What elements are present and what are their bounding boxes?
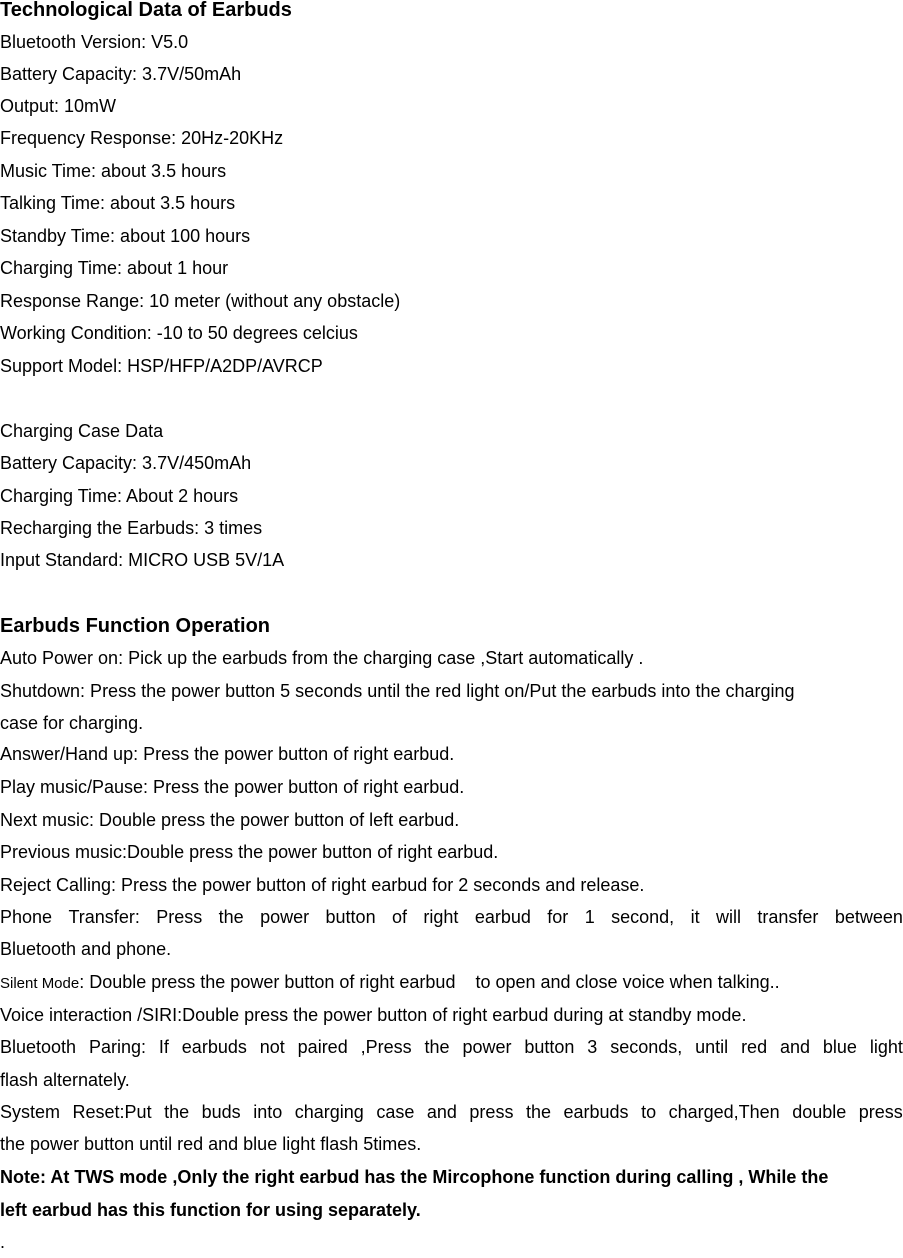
tech-line: Standby Time: about 100 hours	[0, 226, 251, 246]
word: and	[426, 1102, 457, 1122]
tech-line: Talking Time: about 3.5 hours	[0, 193, 236, 213]
word: until	[695, 1037, 729, 1057]
word: light	[869, 1037, 903, 1057]
word: it	[690, 907, 700, 927]
word: buds	[201, 1102, 241, 1122]
word: 1	[584, 907, 595, 927]
tech-line: Bluetooth Version: V5.0	[0, 32, 189, 52]
word: for	[547, 907, 569, 927]
word: the	[424, 1037, 450, 1057]
ops-play: Play music/Pause: Press the power button of right earbud.	[0, 777, 465, 797]
word: and	[779, 1037, 811, 1057]
case-heading: Charging Case Data	[0, 421, 164, 441]
ops-reset-line2: the power button until red and blue light flash 5times.	[0, 1134, 422, 1154]
ops-answer: Answer/Hand up: Press the power button of right earbud.	[0, 744, 455, 764]
word: case	[376, 1102, 415, 1122]
word: System	[0, 1102, 61, 1122]
word: Phone	[0, 907, 53, 927]
word: between	[834, 907, 903, 927]
word: to	[641, 1102, 657, 1122]
tech-line: Battery Capacity: 3.7V/50mAh	[0, 64, 242, 84]
tech-line: Support Model: HSP/HFP/A2DP/AVRCP	[0, 356, 323, 376]
tech-line: Frequency Response: 20Hz-20KHz	[0, 128, 284, 148]
word: second,	[611, 907, 675, 927]
ops-heading: Earbuds Function Operation	[0, 615, 271, 637]
tech-line: Charging Time: about 1 hour	[0, 258, 229, 278]
ops-auto-power: Auto Power on: Pick up the earbuds from the charging case ,Start automatically .	[0, 648, 644, 668]
ops-voice: Voice interaction /SIRI:Double press the power button of right earbud during at standby mode.	[0, 1005, 747, 1025]
ops-previous: Previous music:Double press the power button of right earbud.	[0, 842, 499, 862]
ops-transfer-line1	[0, 901, 903, 933]
word: button	[524, 1037, 575, 1057]
tech-line: Working Condition: -10 to 50 degrees celcius	[0, 323, 358, 343]
word: earbuds	[181, 1037, 247, 1057]
word: of	[391, 907, 407, 927]
ops-note-line2: left earbud has this function for using separately.	[0, 1200, 421, 1220]
word: charged,Then	[668, 1102, 780, 1122]
ops-next: Next music: Double press the power button of left earbud.	[0, 810, 460, 830]
word: into	[253, 1102, 283, 1122]
word: Paring:	[88, 1037, 146, 1057]
ops-reject: Reject Calling: Press the power button of right earbud for 2 seconds and release.	[0, 875, 645, 895]
word: paired	[297, 1037, 348, 1057]
case-line: Battery Capacity: 3.7V/450mAh	[0, 453, 252, 473]
ops-note-line1: Note: At TWS mode ,Only the right earbud has the Mircophone function during calling , While the	[0, 1167, 829, 1187]
word: press	[858, 1102, 903, 1122]
word: blue	[822, 1037, 857, 1057]
word: Transfer:	[68, 907, 140, 927]
word: charging	[294, 1102, 364, 1122]
word: transfer	[757, 907, 819, 927]
word: If	[158, 1037, 169, 1057]
trailing-dot: .	[0, 1232, 6, 1252]
ops-shutdown-line2: case for charging.	[0, 713, 144, 733]
tech-line: Output: 10mW	[0, 96, 117, 116]
tech-line: Music Time: about 3.5 hours	[0, 161, 227, 181]
word: Press	[156, 907, 203, 927]
word: the	[164, 1102, 190, 1122]
ops-paring-line2: flash alternately.	[0, 1070, 130, 1090]
case-line: Recharging the Earbuds: 3 times	[0, 518, 263, 538]
word: the	[525, 1102, 551, 1122]
word: power	[260, 907, 310, 927]
word: ,Press	[360, 1037, 412, 1057]
word: not	[259, 1037, 285, 1057]
word: press	[469, 1102, 514, 1122]
ops-shutdown-line1: Shutdown: Press the power button 5 seconds until the red light on/Put the earbuds into the charging	[0, 681, 795, 701]
word: seconds,	[610, 1037, 683, 1057]
ops-silent	[0, 966, 903, 1000]
word: the	[218, 907, 244, 927]
case-line: Charging Time: About 2 hours	[0, 486, 239, 506]
silent-prefix: Silent Mode	[0, 975, 80, 992]
word: right	[423, 907, 459, 927]
ops-transfer-line2: Bluetooth and phone.	[0, 939, 172, 959]
word: 3	[587, 1037, 598, 1057]
tech-line: Response Range: 10 meter (without any obstacle)	[0, 291, 401, 311]
ops-reset-line1	[0, 1096, 903, 1128]
word: Reset:Put	[72, 1102, 152, 1122]
silent-rest: : Double press the power button of right earbud to open and close voice when talking..	[79, 972, 780, 992]
word: Bluetooth	[0, 1037, 77, 1057]
word: button	[325, 907, 376, 927]
word: earbud	[474, 907, 531, 927]
ops-paring-line1	[0, 1031, 903, 1063]
word: power	[462, 1037, 512, 1057]
word: red	[741, 1037, 768, 1057]
word: will	[716, 907, 741, 927]
word: double	[792, 1102, 847, 1122]
case-line: Input Standard: MICRO USB 5V/1A	[0, 550, 285, 570]
tech-heading: Technological Data of Earbuds	[0, 0, 292, 21]
word: earbuds	[563, 1102, 629, 1122]
